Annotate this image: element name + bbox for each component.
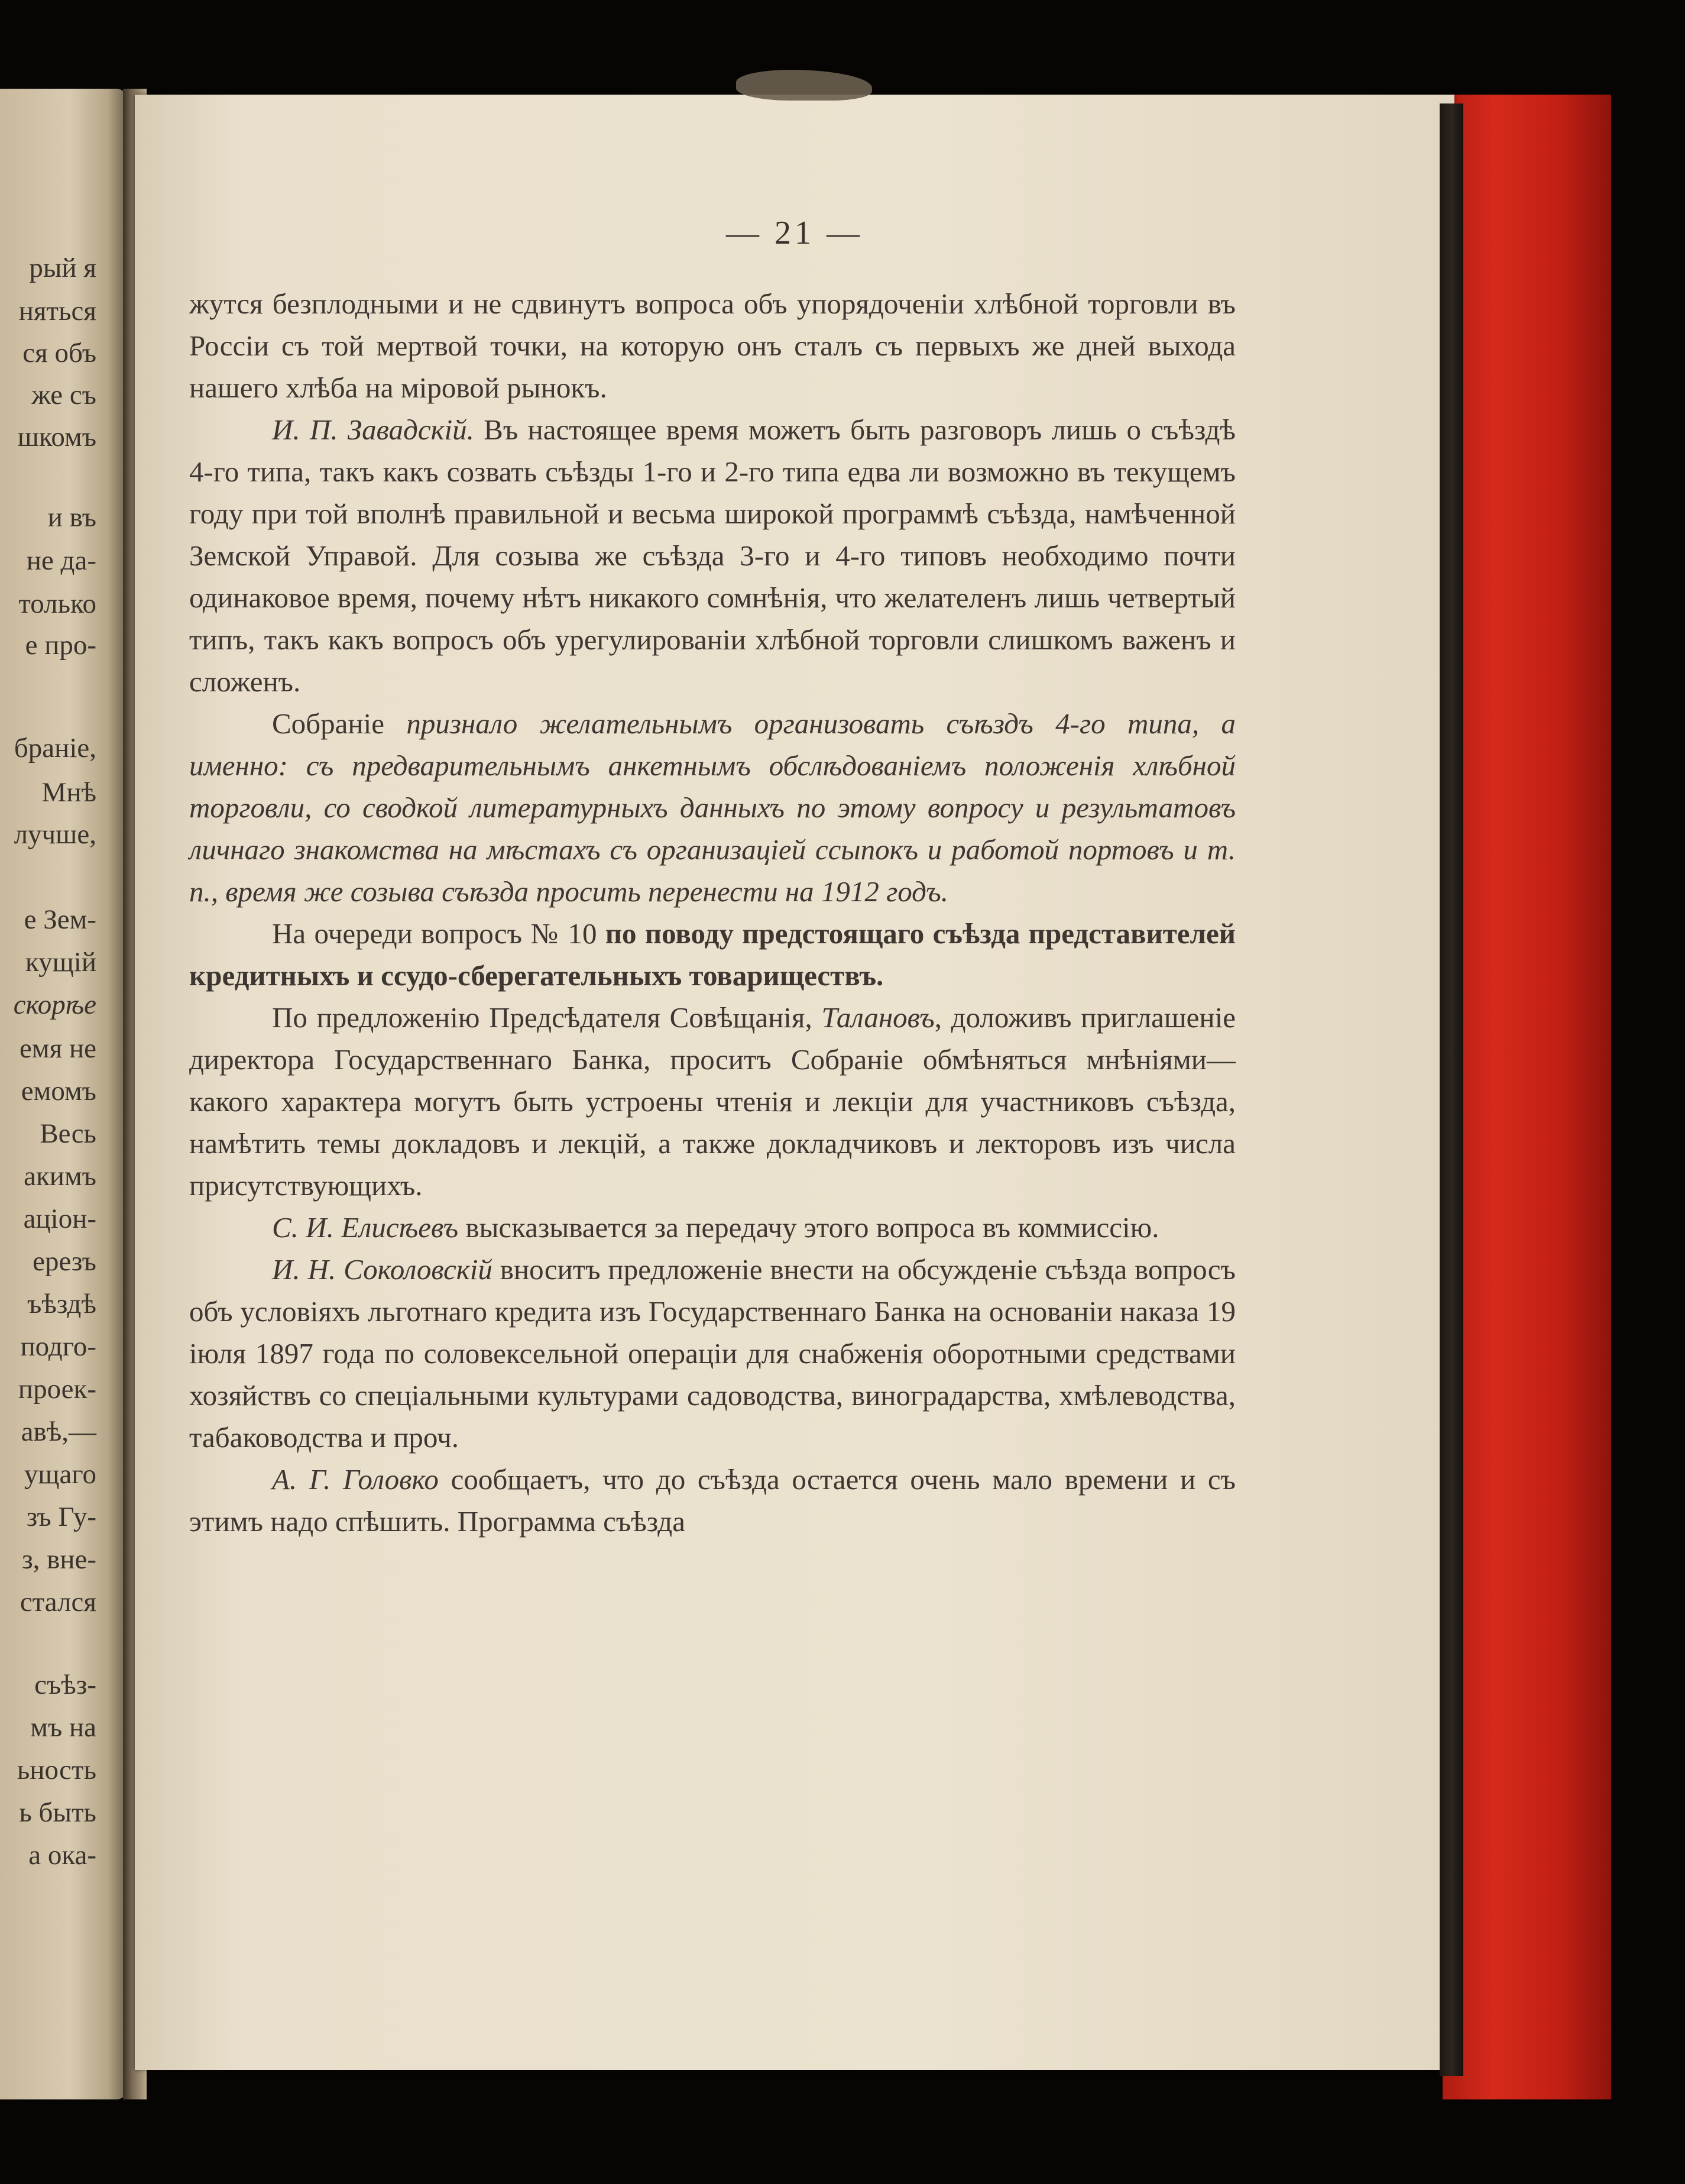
left-page-fragment: е Зем- — [24, 904, 96, 935]
left-page-fragment: акимъ — [24, 1161, 96, 1192]
left-page-fragment: з, вне- — [22, 1544, 96, 1575]
left-page-fragment: проек- — [18, 1374, 96, 1405]
page-number: — 21 — — [726, 215, 863, 251]
text-run: жутся безплодными и не сдвинутъ вопроса объ упорядоченіи хлѣбной торговли въ Россіи съ той мертвой точки, на которую онъ сталъ съ первыхъ же дней выхода нашего хлѣба на міровой рынокъ. — [189, 287, 1236, 404]
left-page-fragment: лучше, — [14, 819, 96, 850]
left-page-fragment: подго- — [20, 1331, 96, 1362]
text-run: по поводу предстоящаго съѣзда представителей кредитныхъ и ссудо-сберегательныхъ товариществъ. — [189, 917, 1236, 992]
page-block-edge — [1440, 103, 1463, 2076]
text-run: Талановъ — [821, 1001, 935, 1034]
text-run: По предложенію Предсѣдателя Совѣщанія, — [272, 1001, 822, 1034]
left-page-fragment: браніе, — [14, 733, 96, 763]
left-page-fragment: емомъ — [21, 1076, 96, 1106]
text-run: Собраніе — [272, 707, 407, 740]
left-page-fragment: скорѣе — [13, 989, 96, 1020]
left-page-fragment: кущій — [25, 947, 96, 978]
paragraph — [189, 283, 1236, 409]
left-page-fragment: мъ на — [30, 1712, 96, 1743]
paragraph — [189, 1248, 1236, 1458]
left-page-fragment: рый я — [29, 253, 96, 283]
left-page-fragment: съѣз- — [34, 1669, 96, 1700]
left-page-fragment: е про- — [25, 630, 96, 661]
paragraph — [189, 703, 1236, 913]
left-page-fragment: емя не — [20, 1033, 96, 1064]
page-body-text — [189, 213, 1236, 1542]
paragraph — [189, 1458, 1236, 1542]
left-page-fragment: ьность — [17, 1755, 96, 1785]
text-run: сообщаетъ, что до съѣзда остается очень мало времени и съ этимъ надо спѣшить. Программа съѣзда — [189, 1463, 1236, 1538]
left-page-fragment: ерезъ — [33, 1246, 96, 1277]
book-cover-edge — [1443, 95, 1611, 2099]
text-run: Въ настоящее время можетъ быть разговоръ лишь о съѣздѣ 4-го типа, такъ какъ созвать съѣзды 1-го и 2-го типа едва ли возможно въ текущемъ году при той вполнѣ правильной и весьма широкой программѣ съѣзда, намѣченной Земской Управой. Для созыва же съѣзда 3-го и 4-го типовъ необходимо почти одинаковое время, почему нѣтъ никакого сомнѣнія, что желателенъ лишь четвертый типъ, такъ какъ вопросъ объ урегулированіи хлѣбной торговли слишкомъ важенъ и сложенъ. — [189, 413, 1236, 698]
left-page-fragment: ъѣздѣ — [27, 1289, 96, 1319]
paragraph — [189, 409, 1236, 703]
left-page-fragment: и въ — [47, 502, 96, 533]
left-page-fragment: стался — [20, 1587, 96, 1617]
text-run: признало желательнымъ организовать съѣздъ 4-го типа, а именно: съ предварительнымъ анкетнымъ обслѣдованіемъ положенія хлѣбной торговли, со сводкой литературныхъ данныхъ по этому вопросу и результатовъ личнаго знакомства на мѣстахъ съ организаціей ссыпокъ и работой портовъ и т. п., время же созыва съѣзда просить перенести на 1912 годъ. — [189, 707, 1236, 908]
left-page-fragment: ущаго — [24, 1459, 96, 1490]
text-run: На очереди вопросъ № 10 — [272, 917, 605, 950]
paragraph — [189, 913, 1236, 996]
left-page-fragment: Мнѣ — [41, 777, 96, 808]
left-page-fragment: няться — [18, 296, 96, 326]
left-page-fragment: ь быть — [19, 1797, 96, 1828]
paragraph — [189, 1206, 1236, 1248]
left-page-fragment: ся объ — [22, 338, 96, 368]
page-stain — [736, 70, 872, 101]
paragraph — [189, 996, 1236, 1206]
facing-left-page — [0, 89, 127, 2099]
left-page-fragment: зъ Гу- — [26, 1502, 96, 1532]
text-run: И. П. Завадскій. — [272, 413, 474, 446]
left-page-fragment: только — [18, 588, 96, 619]
left-page-fragment: же съ — [31, 380, 96, 410]
left-page-fragment: Весь — [40, 1118, 96, 1149]
left-page-fragment: не да- — [26, 545, 96, 576]
left-page-fragment: авѣ,— — [21, 1416, 96, 1447]
left-page-fragment: шкомъ — [17, 422, 96, 452]
text-run: , доложивъ приглашеніе директора Государственнаго Банка, проситъ Собраніе обмѣняться мнѣніями—какого характера могутъ быть устроены чтенія и лекціи для участниковъ съѣзда, намѣтить темы докладовъ и лекцій, а также докладчиковъ и лекторовъ изъ числа присутствующихъ. — [189, 1001, 1236, 1202]
text-run: высказывается за передачу этого вопроса въ коммиссію. — [458, 1211, 1159, 1244]
left-page-fragment: а ока- — [28, 1840, 96, 1871]
text-run: И. Н. Соколовскій — [272, 1253, 492, 1286]
text-run: С. И. Елисѣевъ — [272, 1211, 459, 1244]
text-run: А. Г. Головко — [272, 1463, 439, 1496]
left-page-fragment: аціон- — [23, 1203, 96, 1234]
text-run: вноситъ предложеніе внести на обсужденіе съѣзда вопросъ объ условіяхъ льготнаго кредита изъ Государственнаго Банка на основаніи наказа 19 іюля 1897 года по соловексельной операціи для снабженія оборотными средствами хозяйствъ со спеціальными культурами садоводства, виноградарства, хмѣлеводства, табаководства и проч. — [189, 1253, 1236, 1454]
